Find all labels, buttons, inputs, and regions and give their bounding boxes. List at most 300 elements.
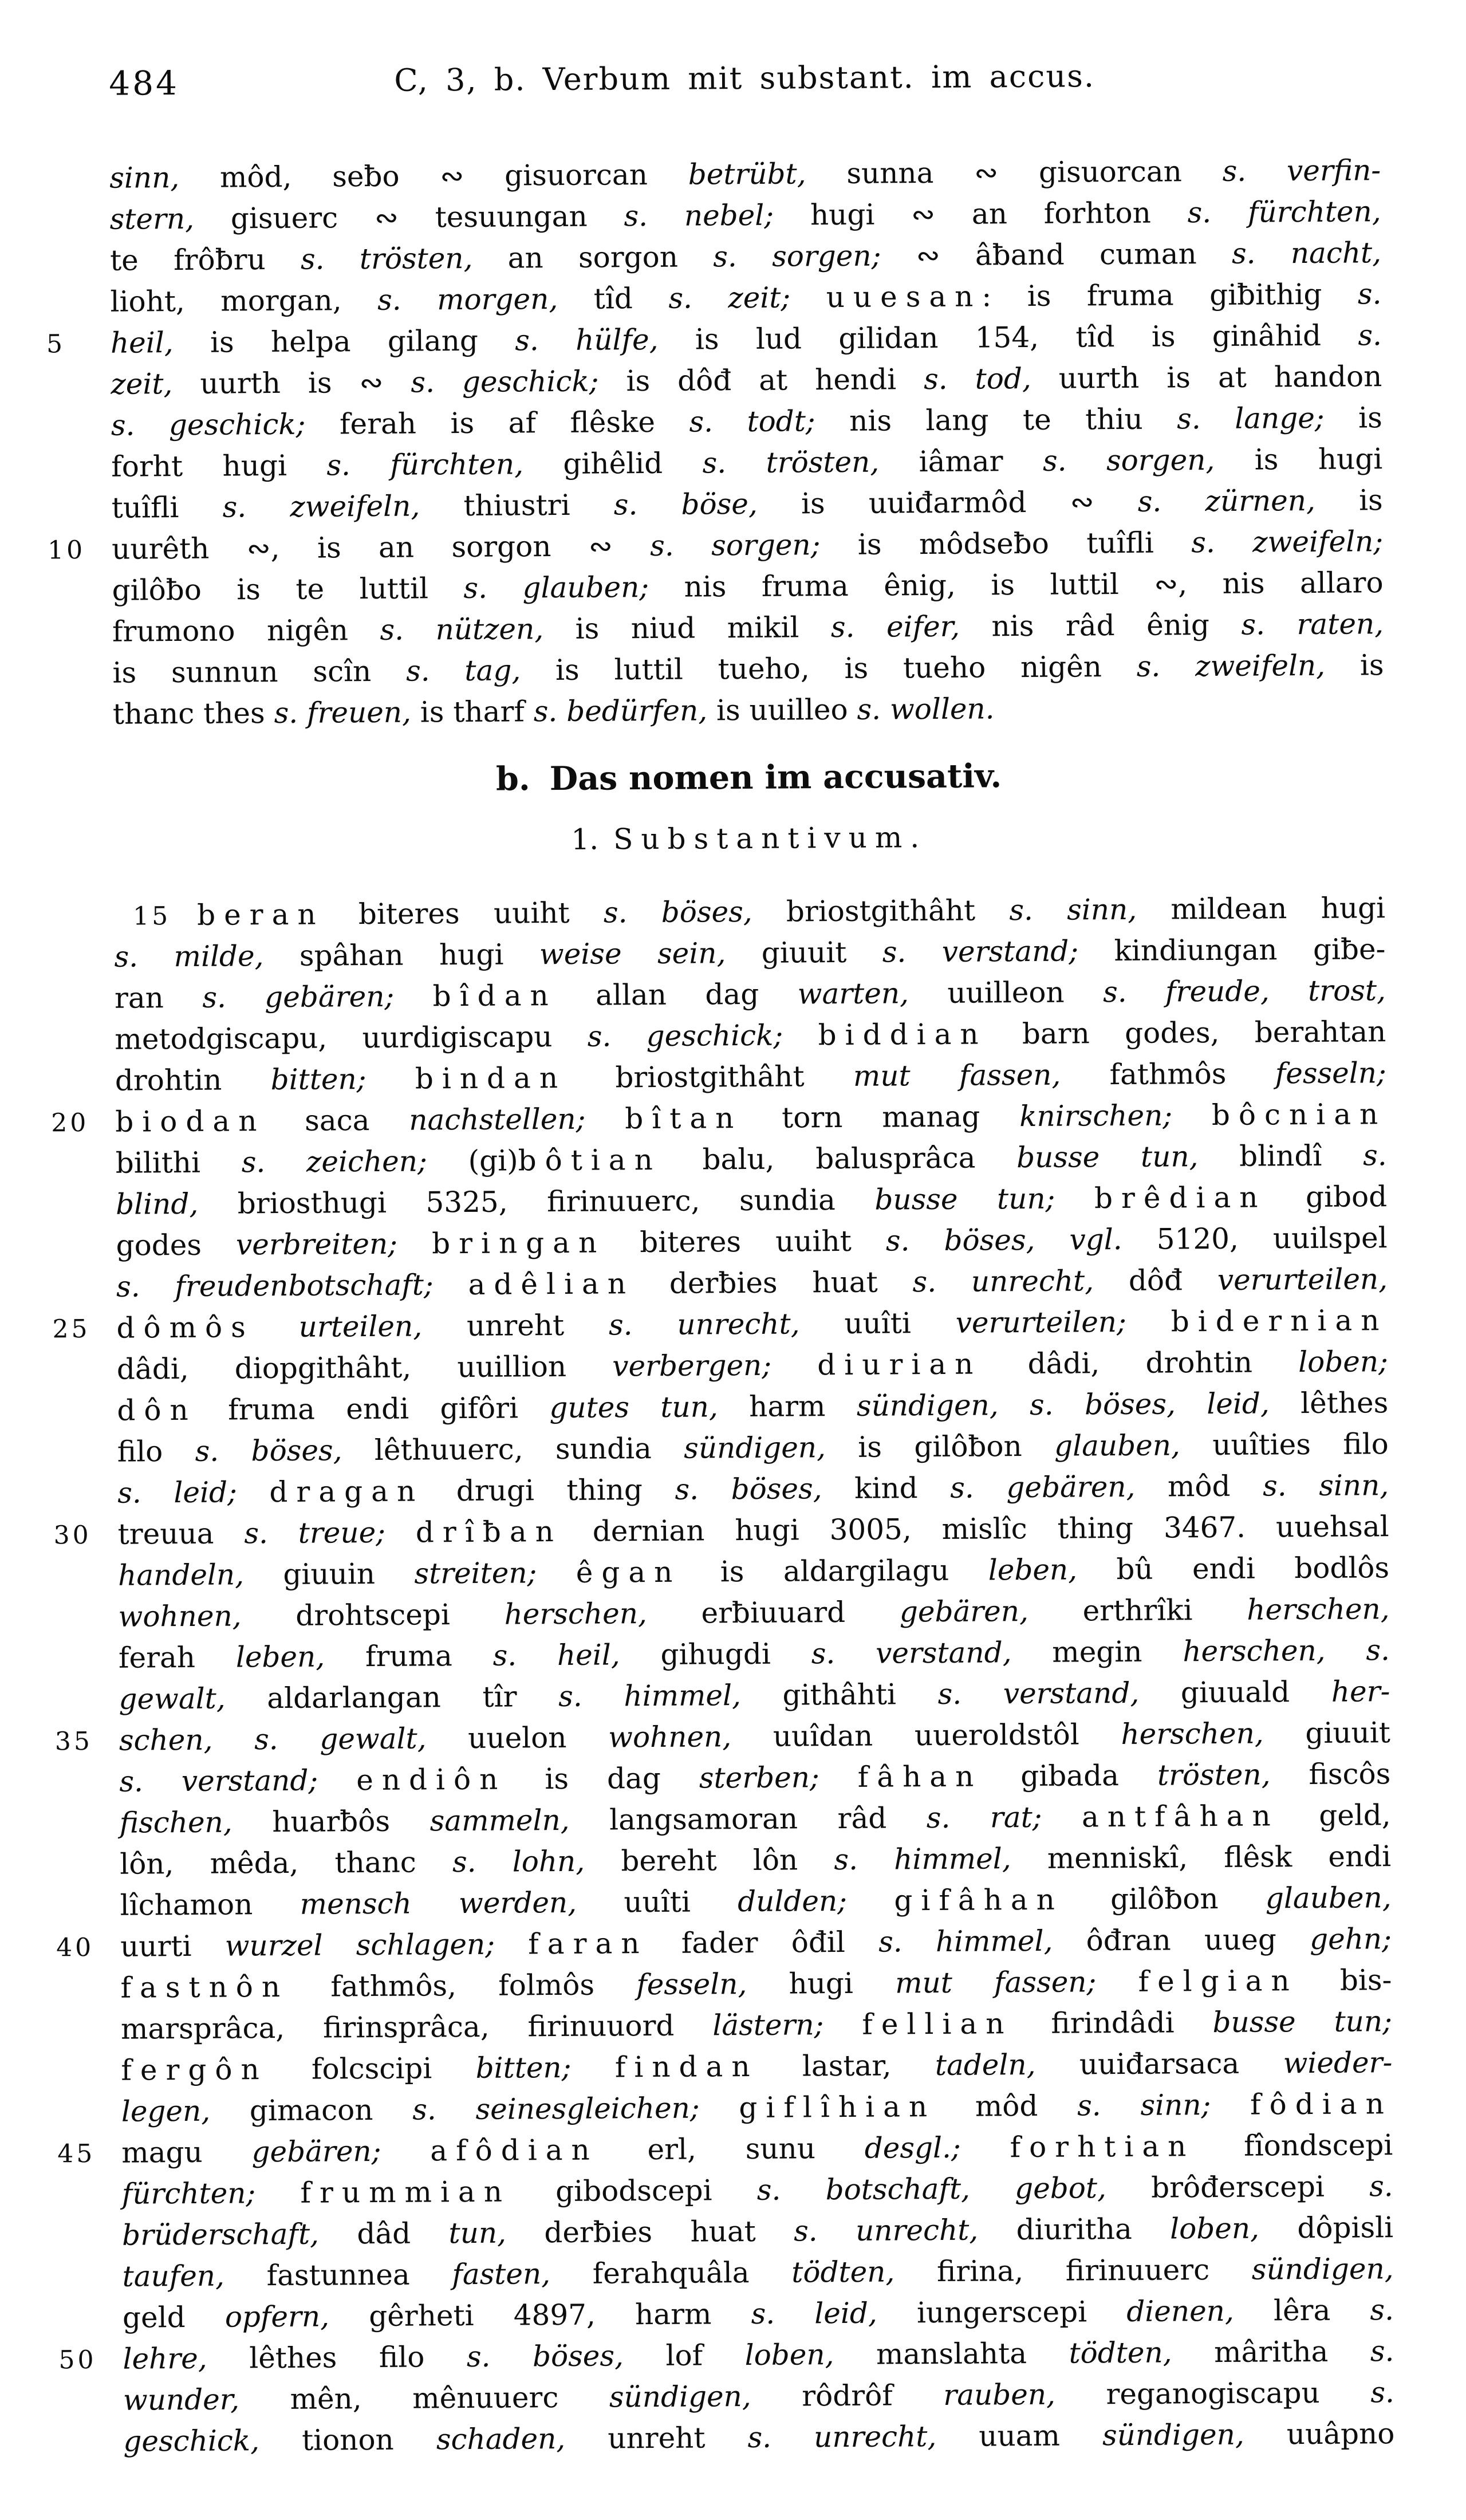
text-segment: spâhan hugi	[263, 938, 540, 973]
margin-line-number: 10	[48, 536, 86, 565]
text-segment: nachstellen;	[409, 1102, 586, 1137]
text-segment	[1042, 1800, 1082, 1833]
text-line	[112, 603, 1384, 652]
text-segment: verbergen;	[612, 1348, 772, 1383]
text-segment: môd	[935, 2089, 1078, 2124]
text-segment: s. böses,	[466, 2339, 624, 2374]
text-segment: herschen,	[1121, 1716, 1264, 1751]
text-segment: s. fürchten,	[1187, 195, 1381, 230]
text-line	[111, 397, 1382, 446]
text-segment: dâdi, diopgithâht, uuillion	[116, 1349, 613, 1386]
text-line	[114, 928, 1385, 978]
text-segment: is tharf	[411, 695, 534, 729]
text-segment	[819, 1761, 858, 1794]
margin-line-number: 15	[132, 901, 171, 931]
text-segment: s. trösten,	[702, 445, 880, 480]
text-segment: bindan	[415, 1061, 567, 1096]
text-segment: is aldargilagu	[681, 1553, 988, 1589]
text-segment: giuuin	[243, 1557, 415, 1592]
text-segment	[1211, 2088, 1250, 2121]
text-segment: uuâpno	[1244, 2417, 1395, 2451]
text-segment: uuam	[936, 2419, 1103, 2454]
text-segment: s. böses, vgl.	[885, 1223, 1122, 1258]
text-line	[119, 1671, 1390, 1720]
text-line	[122, 2165, 1393, 2215]
text-segment: s. böse,	[613, 487, 758, 522]
text-line	[121, 2083, 1393, 2132]
text-segment: sündigen,	[1251, 2252, 1394, 2286]
margin-line-number: 35	[54, 1727, 93, 1757]
text-segment: biteres uuiht	[605, 1224, 886, 1259]
text-segment: s.	[1369, 2169, 1393, 2203]
text-segment: drugi thing	[423, 1472, 675, 1508]
text-segment: gibod	[1266, 1180, 1388, 1214]
text-segment: te frôƀru	[109, 242, 301, 277]
text-segment: gilôƀo is te luttil	[112, 572, 464, 607]
text-segment: is niud mikil	[543, 611, 831, 646]
text-segment: tödten,	[791, 2255, 895, 2289]
text-segment: ferah	[118, 1640, 237, 1675]
text-segment: gehn;	[1309, 1922, 1392, 1956]
text-line	[113, 686, 1384, 735]
text-segment: brôđerscepi	[1106, 2169, 1370, 2205]
text-segment: betrübt,	[688, 157, 806, 191]
text-line	[111, 356, 1382, 405]
text-segment: fischen,	[119, 1805, 232, 1840]
text-segment: s. sorgen;	[713, 239, 881, 274]
subsection-heading-title: Substantivum.	[613, 821, 928, 856]
text-segment: tadeln,	[935, 2048, 1036, 2082]
text-segment: môd	[1135, 1469, 1263, 1503]
text-segment: giflîhian	[739, 2090, 936, 2125]
text-segment: bilithi	[115, 1145, 242, 1180]
text-segment: s. nacht,	[1231, 236, 1382, 270]
text-segment: bôcnian	[1211, 1097, 1387, 1132]
text-segment: menniskî, flêsk endi	[1011, 1840, 1392, 1876]
text-segment: urteilen,	[298, 1309, 423, 1344]
text-segment: is dag	[506, 1761, 700, 1796]
text-segment: marsprâca, firinsprâca, firinuuord	[120, 2009, 713, 2046]
text-segment: tödten,	[1069, 2336, 1172, 2370]
text-segment: is helpa gilang	[173, 324, 515, 360]
text-line	[122, 2207, 1393, 2256]
text-line	[121, 2001, 1392, 2050]
text-segment: s. tag,	[405, 653, 521, 688]
margin-line-number: 30	[53, 1521, 92, 1550]
text-segment: s. rat;	[926, 1800, 1042, 1835]
text-segment: magu	[121, 2135, 252, 2169]
text-segment: firindâdi	[1012, 2006, 1213, 2041]
text-segment: s.	[1357, 277, 1382, 311]
text-segment: s. sinn;	[1077, 2088, 1211, 2123]
text-segment: gihêlid	[523, 446, 703, 481]
text-segment: gewalt,	[119, 1682, 226, 1716]
text-segment	[1172, 1098, 1212, 1132]
text-segment: megin	[1011, 1635, 1183, 1670]
text-segment: giuuit	[1263, 1716, 1391, 1750]
text-segment: lästern;	[712, 2008, 824, 2042]
text-segment: dragan	[269, 1474, 424, 1509]
text-segment: is gilôƀon	[825, 1429, 1055, 1464]
text-segment: êgan	[576, 1555, 681, 1589]
text-segment: zeit,	[111, 367, 173, 401]
text-segment: gisuerc ∾ tesuungan	[194, 199, 624, 235]
paragraph-substantivum	[51, 887, 1395, 2462]
text-segment: brêdian	[1094, 1180, 1267, 1215]
text-segment: s. freuen,	[274, 695, 412, 730]
text-segment: manslahta	[834, 2336, 1069, 2372]
text-segment	[1096, 1965, 1138, 1998]
text-segment	[397, 1227, 432, 1260]
text-segment: stern,	[109, 202, 195, 236]
text-segment: unreht	[565, 2421, 748, 2455]
text-segment: mut fassen,	[853, 1058, 1061, 1093]
text-segment: warten,	[797, 976, 909, 1011]
subsection-heading	[113, 814, 1385, 863]
text-segment	[771, 1348, 818, 1381]
text-segment: lîchamon	[120, 1887, 300, 1922]
section-heading-label: b.	[495, 759, 530, 798]
text-segment: briostgithâht	[566, 1059, 854, 1094]
text-segment: dôpisli	[1259, 2211, 1394, 2245]
text-segment: s.	[1370, 2334, 1394, 2368]
text-segment: iungerscepi	[877, 2294, 1127, 2330]
section-heading-title: Das nomen im accusativ.	[549, 757, 1002, 798]
text-segment: wurzel schlagen;	[224, 1927, 495, 1963]
text-segment: allan dag	[557, 977, 798, 1013]
text-segment	[790, 281, 826, 314]
text-segment: mildean hugi	[1136, 891, 1386, 926]
text-segment: gibodscepi	[510, 2173, 757, 2208]
text-segment: balu, balusprâca	[661, 1141, 1017, 1176]
text-segment: is luttil tueho, is tueho nigên	[521, 649, 1137, 687]
text-line	[112, 644, 1384, 694]
text-segment: uurêth ∾, is an sorgon ∾	[112, 529, 651, 566]
text-segment: gebären;	[251, 2134, 381, 2169]
text-segment: frummian	[300, 2175, 511, 2210]
text-segment: bereht lôn	[584, 1843, 834, 1878]
text-segment: s. seinesgleichen;	[412, 2091, 700, 2127]
text-segment: s. botschaft, gebot,	[756, 2171, 1107, 2207]
text-line	[112, 562, 1383, 611]
text-segment: dienen,	[1126, 2294, 1234, 2328]
text-segment: s. sinn,	[1262, 1468, 1389, 1503]
text-segment: lastar,	[758, 2049, 936, 2083]
text-segment: s. himmel,	[558, 1679, 742, 1714]
text-segment: githâhti	[740, 1677, 938, 1712]
text-segment: s. freude, trost,	[1102, 974, 1386, 1009]
text-segment: dôđ	[1093, 1263, 1218, 1298]
text-segment: erƀiuuard	[647, 1595, 900, 1631]
text-segment: herschen,	[1247, 1592, 1390, 1627]
text-segment: bidernian	[1171, 1304, 1388, 1338]
text-segment: s. sorgen;	[650, 528, 821, 563]
text-segment: uuîti	[799, 1306, 956, 1341]
text-segment: s. gebären,	[950, 1470, 1136, 1505]
text-segment: glauben,	[1265, 1881, 1392, 1915]
text-segment: erl, sunu	[598, 2131, 865, 2167]
text-segment: s. bedürfen,	[533, 694, 708, 729]
text-segment: drohtin	[115, 1063, 271, 1097]
text-segment	[495, 1927, 529, 1960]
running-header: C, 3, b. Verbum mit substant. im accus.	[394, 58, 1095, 99]
text-segment: lehre,	[123, 2341, 207, 2376]
text-segment: uuelon	[426, 1720, 609, 1755]
text-segment: desgl.;	[864, 2131, 961, 2165]
text-segment: derƀies huat	[506, 2214, 794, 2250]
text-segment: fathmôs, folmôs	[288, 1968, 637, 2003]
text-segment: endiôn	[356, 1762, 507, 1797]
text-segment: briostgithâht	[752, 893, 1010, 928]
text-segment: fellian	[862, 2007, 1013, 2041]
text-segment: geld	[122, 2300, 226, 2334]
text-line	[115, 1011, 1386, 1060]
text-segment: sündigen,	[1102, 2417, 1244, 2452]
text-segment: folcscipi	[267, 2051, 476, 2086]
text-segment: sinn,	[109, 161, 180, 195]
text-segment: uurth is at handon	[1031, 360, 1382, 395]
text-segment: verurteilen,	[1217, 1262, 1388, 1297]
text-segment: s. trösten,	[300, 241, 473, 276]
text-segment: nis râd ênig	[959, 608, 1242, 643]
text-segment: geld,	[1279, 1798, 1391, 1833]
text-segment: tîd	[558, 281, 669, 316]
text-segment: handeln,	[117, 1558, 245, 1592]
text-segment: diuritha	[978, 2212, 1171, 2247]
text-line	[56, 1918, 1392, 1967]
margin-line-number: 50	[58, 2345, 97, 2375]
text-segment: s. gebären;	[202, 979, 395, 1014]
text-segment	[783, 1018, 818, 1052]
text-segment: hugi	[747, 1966, 896, 2001]
text-segment: lioht, morgan,	[110, 283, 378, 318]
text-segment: sündigen,	[609, 2380, 751, 2414]
text-segment: fürchten;	[121, 2176, 256, 2211]
text-segment: ferahquâla	[550, 2255, 792, 2291]
text-line	[116, 1258, 1388, 1308]
text-segment: uurth is ∾	[172, 365, 411, 401]
text-segment: legen,	[121, 2094, 211, 2128]
text-segment: s. nebel;	[624, 198, 774, 233]
text-segment: mên, mênuuerc	[239, 2380, 610, 2416]
text-segment: : is fruma giƀithig	[982, 277, 1358, 313]
text-segment: verbreiten;	[235, 1227, 398, 1262]
text-segment: s. glauben;	[463, 570, 649, 605]
text-segment: briosthugi 5325, firinuuerc, sundia	[198, 1183, 875, 1220]
text-segment: gibada	[982, 1758, 1158, 1793]
text-segment: busse tun;	[1212, 2005, 1393, 2039]
text-segment: is	[1325, 648, 1384, 682]
text-segment: s. zeit;	[668, 281, 791, 315]
text-line	[58, 2330, 1394, 2380]
margin-line-number: 45	[57, 2139, 96, 2169]
text-line	[115, 1052, 1386, 1101]
text-segment: s. verstand;	[882, 934, 1079, 969]
text-segment: drîƀan	[415, 1514, 563, 1549]
text-segment: 5120, uuilspel	[1122, 1221, 1388, 1257]
text-segment: firina, firinuuerc	[894, 2253, 1252, 2289]
text-line	[115, 970, 1386, 1019]
text-segment: an sorgon	[472, 240, 714, 275]
text-segment: uuîti	[576, 1885, 738, 1919]
text-segment: fîondscepi	[1195, 2128, 1393, 2163]
text-segment: lof	[623, 2338, 745, 2373]
paragraph-verbum-accus	[46, 149, 1384, 735]
text-segment: fergôn	[121, 2053, 268, 2087]
text-segment: s. verstand,	[811, 1636, 1012, 1671]
text-segment: trösten,	[1157, 1758, 1271, 1792]
text-segment: heil,	[110, 326, 174, 360]
text-line	[120, 1836, 1391, 1885]
text-segment: dôn	[117, 1393, 197, 1427]
text-segment: sammeln,	[429, 1803, 570, 1838]
text-segment: loben;	[1298, 1345, 1389, 1379]
text-segment: sunna ∾ gisuorcan	[806, 154, 1223, 191]
text-segment: gimacon	[210, 2093, 413, 2128]
text-segment: forht hugi	[111, 448, 327, 483]
text-segment: gifâhan	[894, 1883, 1064, 1917]
text-segment: dulden;	[737, 1884, 848, 1919]
text-segment	[366, 1062, 415, 1096]
section-heading	[113, 753, 1384, 802]
margin-line-number: 25	[52, 1314, 90, 1344]
text-segment: godes	[116, 1228, 237, 1262]
text-segment: biodan	[115, 1104, 266, 1139]
text-segment: biteres uuiht	[324, 896, 604, 931]
text-segment: uuîties filo	[1180, 1427, 1389, 1462]
text-segment: leben,	[988, 1553, 1078, 1587]
text-segment: iâmar	[879, 444, 1043, 479]
text-segment: drohtscepi	[241, 1597, 505, 1633]
text-segment: ferah is af flêske	[305, 405, 689, 441]
text-segment: s. zeichen;	[241, 1144, 428, 1179]
text-segment: s. fürchten,	[326, 447, 524, 482]
text-segment: blindî	[1198, 1139, 1363, 1174]
text-segment: tun,	[448, 2216, 507, 2250]
text-segment: gebären,	[899, 1594, 1029, 1629]
text-segment: mut fassen;	[894, 1965, 1097, 2000]
text-segment: rôdrôf	[751, 2378, 944, 2413]
text-segment: bîdan	[432, 979, 557, 1013]
text-segment: fastunnea	[224, 2258, 452, 2293]
text-segment: leben,	[235, 1640, 325, 1674]
text-segment: s. hülfe,	[515, 322, 659, 357]
text-segment: bringan	[431, 1226, 606, 1261]
text-segment: derƀies huat	[634, 1265, 913, 1301]
text-segment: s. böses,	[603, 895, 752, 930]
text-segment: nis lang te thiu	[815, 402, 1177, 438]
text-segment: s. geschick;	[411, 364, 599, 399]
text-segment: nis fruma ênig, is luttil ∾, nis allaro	[648, 566, 1384, 604]
text-segment: s. leid,	[751, 2296, 877, 2331]
text-segment: is hugi	[1215, 442, 1383, 477]
text-line	[121, 2042, 1392, 2091]
text-segment: reganogiscapu	[1055, 2376, 1371, 2411]
text-segment: gêrheti 4897, harm	[329, 2297, 751, 2333]
text-segment: s. verstand,	[937, 1676, 1140, 1711]
text-segment: lêthes filo	[207, 2340, 467, 2375]
text-segment	[847, 1884, 894, 1917]
text-segment: s. heil,	[492, 1638, 620, 1672]
text-segment	[961, 2131, 1010, 2164]
text-line	[114, 887, 1385, 936]
text-segment	[381, 2134, 430, 2168]
text-line	[123, 2289, 1394, 2338]
text-segment: lêra	[1234, 2293, 1370, 2328]
text-segment: dâd	[318, 2216, 449, 2251]
text-segment: blind,	[116, 1187, 199, 1221]
text-segment: bitten;	[475, 2050, 572, 2085]
text-segment: knirschen;	[1019, 1098, 1173, 1133]
text-segment	[571, 2050, 615, 2084]
text-segment: lêthes	[1269, 1386, 1389, 1420]
text-segment: afôdian	[430, 2133, 598, 2168]
text-segment: gihugdi	[620, 1637, 811, 1672]
text-segment: thanc thes	[112, 696, 274, 731]
text-line	[57, 2124, 1393, 2174]
text-segment: s. zweifeln,	[1136, 648, 1326, 683]
text-line	[46, 314, 1382, 364]
text-segment: s. milde,	[114, 939, 264, 974]
text-line	[118, 1547, 1389, 1596]
text-segment: antfâhan	[1081, 1799, 1279, 1834]
text-segment: erthrîki	[1028, 1593, 1247, 1628]
text-line	[116, 1217, 1387, 1266]
text-segment: s. verstand;	[119, 1763, 318, 1798]
text-segment: treuua	[117, 1517, 245, 1551]
text-segment: fruma endi gifôri	[196, 1391, 550, 1427]
text-segment: bitten;	[270, 1062, 366, 1097]
text-segment: tuîfli	[111, 490, 223, 525]
text-segment: is uuiđarmôd ∾	[757, 485, 1138, 521]
text-line	[53, 1506, 1389, 1555]
text-segment: huarƀôs	[232, 1804, 430, 1839]
text-segment: s. unrecht,	[793, 2213, 979, 2248]
text-segment: torn manag	[742, 1100, 1020, 1135]
text-segment: fesseln;	[1275, 1056, 1386, 1090]
text-segment: s. böses,	[195, 1434, 342, 1468]
text-segment	[237, 1475, 270, 1509]
text-segment: bîtan	[625, 1101, 743, 1136]
text-segment: fruma	[324, 1639, 493, 1674]
text-segment: uuilleon	[908, 975, 1104, 1010]
text-segment: s. unrecht,	[747, 2420, 937, 2455]
text-segment: opfern,	[224, 2300, 330, 2334]
text-segment: s. unrecht,	[608, 1307, 800, 1342]
text-segment: fesseln,	[636, 1967, 747, 2002]
text-segment: biddian	[818, 1017, 987, 1052]
text-segment: weise sein,	[539, 936, 726, 971]
text-segment: uurti	[120, 1929, 225, 1963]
text-segment: filo	[117, 1434, 195, 1468]
text-segment: s. verfin-	[1222, 153, 1381, 188]
margin-line-number: 20	[51, 1108, 89, 1138]
text-segment: s. geschick;	[587, 1018, 783, 1053]
text-segment: taufen,	[122, 2259, 225, 2293]
text-segment	[699, 2091, 739, 2124]
text-segment: glauben,	[1054, 1428, 1181, 1463]
text-line	[110, 232, 1381, 281]
text-segment: unreht	[421, 1308, 609, 1343]
text-line	[123, 2372, 1394, 2421]
text-segment: is môdseƀo tuîfli	[820, 526, 1192, 562]
text-segment: gilôƀon	[1063, 1881, 1266, 1916]
text-segment: giuuit	[726, 935, 882, 970]
text-segment: fâhan	[857, 1759, 983, 1794]
text-segment: aldarlangan tîr	[225, 1680, 559, 1715]
text-line	[117, 1382, 1388, 1431]
text-segment: metodgiscapu, uurdigiscapu	[115, 1019, 588, 1056]
